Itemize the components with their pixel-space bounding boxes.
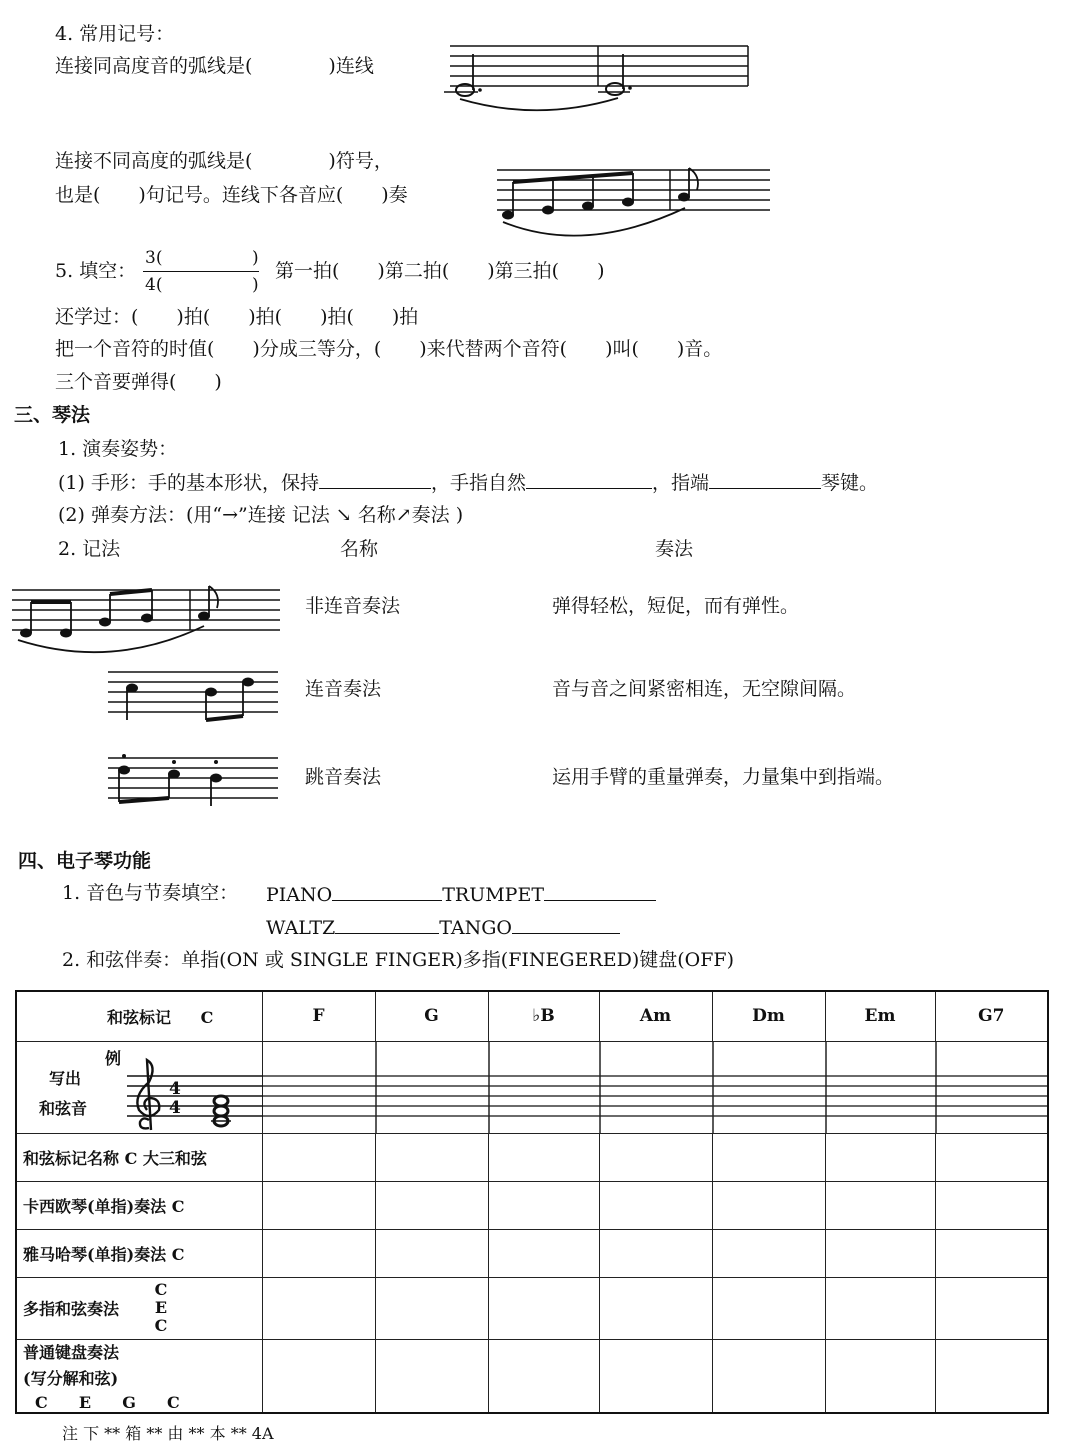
- sec3-heading: 三、琴法: [14, 404, 91, 426]
- triplet-question-1: 把一个音符的时值( )分成三等分，( )来代替两个音符( )叫( )音。: [55, 338, 723, 360]
- tie-staff: [448, 42, 758, 117]
- timbre-row-1: [266, 884, 656, 905]
- hand-shape-c: ，指端: [651, 472, 709, 494]
- beats-question: 第一拍( )第二拍( )第三拍( ): [275, 260, 605, 282]
- chord-header-g7: G7: [935, 991, 1048, 1041]
- row-normal-label-2: (写分解和弦): [23, 1368, 119, 1388]
- answer-cell[interactable]: [488, 1229, 599, 1277]
- piano-label: PIANO: [266, 884, 333, 906]
- answer-cell[interactable]: [825, 1133, 935, 1181]
- trumpet-blank[interactable]: [544, 884, 656, 901]
- blank-staff: [263, 1042, 1049, 1134]
- answer-cell[interactable]: [488, 1133, 599, 1181]
- frac-top: 3(: [145, 248, 163, 268]
- frac-top-close: ): [252, 248, 259, 268]
- multi-notes: [155, 1281, 168, 1335]
- posture-heading: 1. 演奏姿势：: [58, 438, 178, 460]
- triplet-question-2: 三个音要弹得( ): [55, 371, 222, 393]
- answer-cell[interactable]: [262, 1181, 375, 1229]
- chord-header-em: Em: [825, 991, 935, 1041]
- multi-note: C: [154, 1280, 168, 1299]
- tango-blank[interactable]: [512, 917, 620, 934]
- desc-row-3: 运用手臂的重量弹奏，力量集中到指端。: [552, 766, 895, 788]
- timbre-label: 1. 音色与节奏填空：: [62, 882, 239, 904]
- frac-bottom: 4(: [145, 275, 163, 295]
- header-label-cell: [16, 991, 262, 1041]
- method-line: (2) 弹奏方法：(用“→”连接 记法 ↘ 名称↗奏法 ): [58, 504, 464, 526]
- normal-notes: C E G C: [35, 1392, 180, 1412]
- slur-question-2: 也是( )句记号。连线下各音应( )奏: [55, 184, 408, 206]
- chord-accomp-line: 2. 和弦伴奏：单指(ON 或 SINGLE FINGER)多指(FINEGERED)键盘(OFF): [62, 949, 735, 971]
- write-notes-cell: [16, 1041, 262, 1133]
- write-label-1: 写出: [49, 1068, 82, 1088]
- sec4-heading: 四、电子琴功能: [18, 850, 152, 872]
- col-notation: 2. 记法: [58, 538, 121, 560]
- footer-note: 注 下 ** 箱 ** 由 ** 本 ** 4A: [62, 1424, 274, 1443]
- answer-cell[interactable]: [262, 1277, 375, 1339]
- trumpet-label: TRUMPET: [442, 884, 544, 906]
- frac-bar: [143, 271, 259, 272]
- answer-cell[interactable]: [488, 1339, 599, 1413]
- answer-cell[interactable]: [599, 1229, 712, 1277]
- answer-cell[interactable]: [825, 1339, 935, 1413]
- slur-question-1: 连接不同高度的弧线是( )符号，: [55, 150, 393, 172]
- timbre-row-2: [266, 917, 620, 938]
- example-label: 例: [105, 1048, 122, 1068]
- answer-cell[interactable]: [935, 1229, 1048, 1277]
- slur-staff: [495, 160, 775, 245]
- answer-cell[interactable]: [599, 1181, 712, 1229]
- col-name: 名称: [340, 538, 379, 560]
- chord-header-g: G: [375, 991, 488, 1041]
- hand-shape-line: [58, 472, 878, 493]
- chord-header-bflat: ♭B: [488, 991, 599, 1041]
- answer-cell[interactable]: [375, 1339, 488, 1413]
- answer-cell[interactable]: [262, 1133, 375, 1181]
- row-name-label: 和弦标记名称 C 大三和弦: [16, 1133, 262, 1181]
- answer-cell[interactable]: [375, 1133, 488, 1181]
- answer-cell[interactable]: [825, 1229, 935, 1277]
- time-sig-top: 4: [169, 1078, 181, 1099]
- answer-cell[interactable]: [712, 1277, 825, 1339]
- example-staff: [127, 1052, 263, 1132]
- row-casio-label: 卡西欧琴(单指)奏法 C: [16, 1181, 262, 1229]
- answer-cell[interactable]: [935, 1181, 1048, 1229]
- answer-cell[interactable]: [825, 1277, 935, 1339]
- time-sig-bottom: 4: [169, 1097, 181, 1118]
- tango-label: TANGO: [439, 917, 512, 939]
- answer-cell[interactable]: [935, 1277, 1048, 1339]
- answer-cell[interactable]: [599, 1277, 712, 1339]
- row-multi-cell: [16, 1277, 262, 1339]
- answer-cell[interactable]: [825, 1181, 935, 1229]
- answer-cell[interactable]: [375, 1229, 488, 1277]
- answer-cell[interactable]: [935, 1133, 1048, 1181]
- hand-shape-a: (1) 手形：手的基本形状，保持: [58, 472, 319, 494]
- notation-legato-figure: [12, 580, 287, 655]
- write-notes-label: [39, 1064, 87, 1124]
- header-label: 和弦标记: [107, 1007, 172, 1027]
- name-row-3: 跳音奏法: [305, 766, 382, 788]
- chord-header-dm: Dm: [712, 991, 825, 1041]
- row-multi-label: 多指和弦奏法: [23, 1299, 120, 1319]
- name-row-2: 连音奏法: [305, 678, 382, 700]
- multi-note: E: [154, 1298, 168, 1317]
- name-row-1: 非连音奏法: [305, 595, 401, 617]
- answer-cell[interactable]: [599, 1339, 712, 1413]
- notation-staccato-figure: [108, 748, 283, 813]
- answer-cell[interactable]: [935, 1339, 1048, 1413]
- sec5-label: 5. 填空：: [55, 260, 137, 282]
- piano-blank[interactable]: [332, 884, 442, 901]
- notation-nonlegato-figure: [108, 662, 283, 727]
- hand-blank-2[interactable]: [526, 472, 652, 489]
- desc-row-2: 音与音之间紧密相连，无空隙间隔。: [552, 678, 857, 700]
- staff-cells[interactable]: [262, 1041, 1048, 1133]
- answer-cell[interactable]: [262, 1229, 375, 1277]
- row-yamaha-label: 雅马哈琴(单指)奏法 C: [16, 1229, 262, 1277]
- multi-note: C: [154, 1316, 168, 1335]
- row-normal-label-1: 普通键盘奏法: [23, 1342, 120, 1362]
- answer-cell[interactable]: [375, 1181, 488, 1229]
- answer-cell[interactable]: [712, 1229, 825, 1277]
- write-label-2: 和弦音: [39, 1098, 88, 1118]
- chord-header-am: Am: [599, 991, 712, 1041]
- tie-question: 连接同高度音的弧线是( )连线: [55, 55, 374, 77]
- answer-cell[interactable]: [488, 1181, 599, 1229]
- row-normal-cell: [16, 1339, 262, 1413]
- treble-clef-icon: [137, 1060, 159, 1130]
- header-c: C: [200, 1007, 214, 1027]
- answer-cell[interactable]: [599, 1133, 712, 1181]
- waltz-label: WALTZ: [266, 917, 336, 939]
- answer-cell[interactable]: [712, 1339, 825, 1413]
- answer-cell[interactable]: [375, 1277, 488, 1339]
- chord-header-f: F: [262, 991, 375, 1041]
- hand-blank-3[interactable]: [709, 472, 821, 489]
- chord-table: [15, 990, 1049, 1414]
- frac-bottom-close: ): [252, 275, 259, 295]
- answer-cell[interactable]: [488, 1277, 599, 1339]
- sec4-heading: 4. 常用记号：: [55, 23, 175, 45]
- learned-beats: 还学过：( )拍( )拍( )拍( )拍: [55, 306, 419, 328]
- hand-shape-d: 琴键。: [821, 472, 879, 494]
- answer-cell[interactable]: [712, 1133, 825, 1181]
- desc-row-1: 弹得轻松，短促，而有弹性。: [552, 595, 800, 617]
- waltz-blank[interactable]: [335, 917, 439, 934]
- answer-cell[interactable]: [262, 1339, 375, 1413]
- hand-blank-1[interactable]: [319, 472, 431, 489]
- answer-cell[interactable]: [712, 1181, 825, 1229]
- hand-shape-b: ，手指自然: [430, 472, 526, 494]
- col-method: 奏法: [655, 538, 694, 560]
